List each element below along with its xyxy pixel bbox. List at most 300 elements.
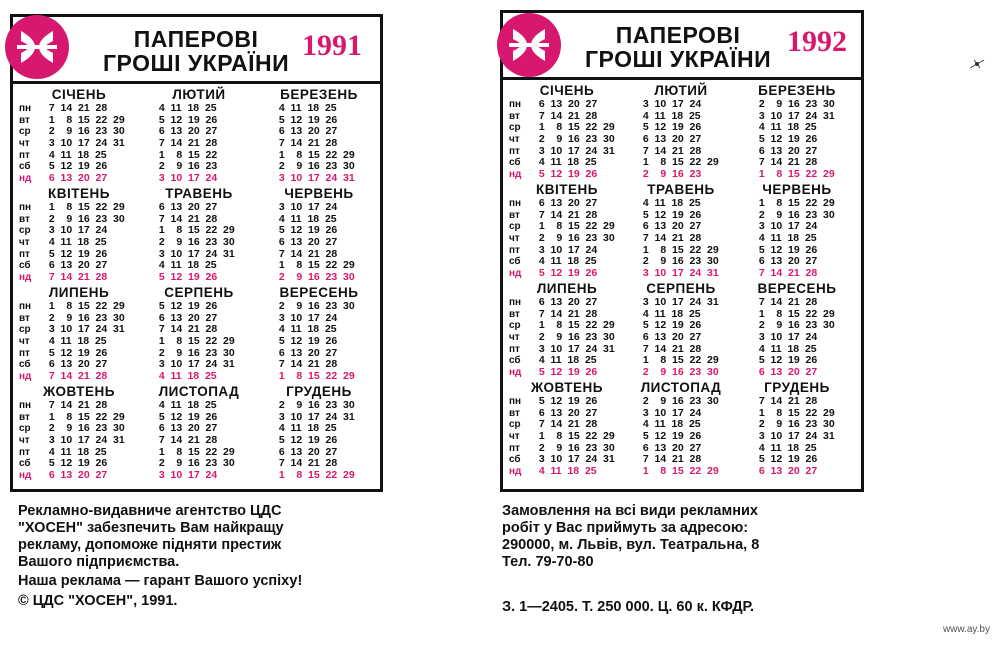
- day-numbers: 7 14 21 28: [753, 267, 818, 280]
- week-row: [509, 169, 625, 181]
- week-row: [509, 466, 625, 478]
- day-numbers: 5 12 19 26: [637, 208, 702, 221]
- day-numbers: 4 11 18 25: [43, 445, 107, 458]
- footer-line: Замовлення на всі види рекламних: [502, 503, 758, 519]
- day-numbers: 4 11 18 25: [273, 102, 337, 114]
- day-numbers: 5 12 19 26: [43, 247, 108, 260]
- month-name: ВЕРЕСЕНЬ: [279, 285, 359, 300]
- day-numbers: 5 12 19 26: [637, 319, 702, 332]
- month-block: [19, 186, 139, 284]
- week-row: [739, 233, 855, 245]
- footer-text: [502, 503, 882, 616]
- day-numbers: 2 9 16 23 30: [43, 125, 125, 138]
- day-label: вт: [509, 209, 520, 221]
- day-numbers: 5 12 19 26: [533, 395, 598, 407]
- week-row: [139, 371, 259, 383]
- day-label: пн: [19, 301, 32, 312]
- week-row: [19, 173, 139, 185]
- day-label: нд: [19, 272, 32, 284]
- day-numbers: 7 14 21 28: [753, 296, 818, 308]
- month-name: КВІТЕНЬ: [536, 182, 598, 197]
- month-block: [623, 182, 739, 280]
- day-label: сб: [19, 260, 31, 272]
- footer-line: робіт у Вас приймуть за адресою:: [502, 520, 749, 536]
- day-numbers: 2 9 16 23 30: [533, 331, 615, 344]
- day-numbers: 6 13 20 27: [753, 144, 818, 157]
- calendar-frame: [500, 10, 864, 492]
- month-name: ЛИПЕНЬ: [48, 285, 110, 300]
- day-numbers: 5 12 19 26: [533, 267, 598, 280]
- month-name: СІЧЕНЬ: [51, 87, 107, 102]
- week-row: [623, 268, 739, 280]
- day-numbers: 6 13 20 27: [753, 255, 818, 268]
- day-numbers: 5 12 19 26: [533, 168, 598, 181]
- day-label: чт: [509, 332, 520, 344]
- day-numbers: 2 9 16 23 30: [533, 232, 615, 245]
- day-numbers: 1 8 15 22 29: [43, 410, 125, 423]
- day-numbers: 3 10 17 24 31: [533, 144, 615, 157]
- week-row: [739, 99, 855, 111]
- day-numbers: 3 10 17 24 31: [753, 430, 835, 443]
- day-numbers: 5 12 19 26: [153, 113, 218, 126]
- month-name: СЕРПЕНЬ: [164, 285, 234, 300]
- day-label: чт: [509, 233, 520, 245]
- month-name: ЧЕРВЕНЬ: [284, 186, 354, 201]
- footer-line: 290000, м. Львів, вул. Театральна, 8: [502, 537, 760, 553]
- footer-line: Рекламно-видавниче агентство ЦДС: [18, 503, 282, 519]
- week-row: [19, 435, 139, 447]
- month-block: [139, 285, 259, 383]
- week-row: [139, 173, 259, 185]
- month-name: СЕРПЕНЬ: [646, 281, 716, 296]
- day-numbers: 2 9 16 23 30: [273, 300, 355, 312]
- day-numbers: 3 10 17 24 31: [753, 109, 835, 122]
- day-numbers: 5 12 19 26: [273, 335, 338, 348]
- day-numbers: 4 11 18 25: [153, 399, 217, 411]
- day-numbers: 4 11 18 25: [637, 418, 701, 431]
- week-row: [259, 138, 379, 150]
- day-label: пт: [509, 343, 520, 355]
- month-name: БЕРЕЗЕНЬ: [758, 83, 836, 98]
- day-numbers: 2 9 16 23 30: [153, 457, 235, 470]
- week-row: [509, 297, 625, 309]
- day-label: чт: [509, 431, 520, 443]
- day-numbers: 6 13 20 27: [43, 172, 108, 185]
- year-label: 1992: [787, 25, 847, 58]
- week-row: [623, 431, 739, 443]
- day-numbers: 7 14 21 28: [753, 395, 818, 407]
- week-row: [259, 272, 379, 284]
- day-numbers: 7 14 21 28: [153, 434, 218, 447]
- week-row: [259, 470, 379, 482]
- month-name: ЛИСТОПАД: [158, 384, 240, 399]
- day-numbers: 2 9 16 23 30: [533, 441, 615, 454]
- day-numbers: 4 11 18 25: [637, 197, 701, 209]
- day-label: пт: [509, 145, 520, 157]
- day-label: пн: [19, 202, 32, 213]
- day-label: вт: [19, 411, 30, 423]
- header-title: [103, 27, 289, 75]
- week-row: [139, 301, 259, 313]
- day-numbers: 2 9 16 23 30: [273, 160, 355, 173]
- month-block: [739, 281, 855, 379]
- footer-text: [18, 503, 388, 610]
- day-numbers: 7 14 21 28: [153, 323, 218, 336]
- copyright: © ЦДС "ХОСЕН", 1991.: [18, 593, 178, 609]
- day-label: ср: [509, 320, 521, 332]
- day-numbers: 7 14 21 28: [533, 109, 598, 122]
- month-block: [259, 186, 379, 284]
- day-numbers: 3 10 17 24 31: [153, 358, 235, 371]
- week-row: [19, 202, 139, 214]
- day-numbers: 7 14 21 28: [637, 342, 702, 355]
- day-label: чт: [509, 134, 520, 146]
- day-numbers: 6 13 20 27: [637, 441, 702, 454]
- footer-line: Вашого підприємства.: [18, 554, 180, 570]
- day-numbers: 6 13 20 27: [153, 311, 218, 324]
- day-numbers: 4 11 18 25: [273, 323, 337, 336]
- day-numbers: 6 13 20 27: [533, 296, 598, 308]
- day-numbers: 7 14 21 28: [153, 137, 218, 150]
- day-label: пт: [509, 442, 520, 454]
- year-label: 1991: [302, 29, 362, 62]
- month-name: ГРУДЕНЬ: [764, 380, 830, 395]
- day-numbers: 2 9 16 23: [153, 160, 218, 173]
- day-numbers: 2 9 16 23 30: [753, 208, 835, 221]
- day-numbers: 5 12 19 26: [153, 271, 218, 284]
- day-numbers: 1 8 15 22 29: [753, 307, 835, 320]
- day-label: пн: [509, 297, 522, 308]
- day-numbers: 7 14 21 28: [273, 358, 338, 371]
- day-numbers: 3 10 17 24 31: [43, 323, 125, 336]
- week-row: [623, 297, 739, 309]
- month-block: [139, 87, 259, 185]
- day-numbers: 5 12 19 26: [637, 430, 702, 443]
- header-title-line2: ГРОШІ УКРАЇНИ: [585, 46, 772, 72]
- month-name: ЧЕРВЕНЬ: [762, 182, 832, 197]
- week-row: [259, 301, 379, 313]
- day-label: пн: [509, 198, 522, 209]
- day-numbers: 1 8 15 22 29: [533, 430, 615, 443]
- day-label: нд: [19, 173, 32, 185]
- print-info: З. 1—2405. Т. 250 000. Ц. 60 к. КФДР.: [502, 599, 755, 615]
- day-numbers: 3 10 17 24: [637, 98, 702, 110]
- day-numbers: 6 13 20 27: [637, 133, 702, 146]
- day-numbers: 4 11 18 25: [153, 259, 217, 272]
- day-numbers: 7 14 21 28: [43, 102, 108, 114]
- day-numbers: 3 10 17 24: [153, 172, 218, 185]
- day-numbers: 5 12 19 26: [753, 354, 818, 367]
- day-numbers: 4 11 18 25: [533, 255, 597, 268]
- day-label: ср: [19, 324, 31, 336]
- day-label: ср: [509, 221, 521, 233]
- day-numbers: 3 10 17 24 31: [43, 137, 125, 150]
- day-numbers: 2 9 16 23 30: [753, 98, 835, 110]
- day-numbers: 5 12 19 26: [753, 133, 818, 146]
- day-numbers: 3 10 17 24 31: [637, 267, 719, 280]
- month-block: [259, 285, 379, 383]
- day-numbers: 7 14 21 28: [273, 137, 338, 150]
- day-numbers: 4 11 18 25: [637, 307, 701, 320]
- day-numbers: 6 13 20 27: [43, 469, 108, 482]
- day-numbers: 2 9 16 23 30: [153, 346, 235, 359]
- day-numbers: 1 8 15 22 29: [43, 113, 125, 126]
- week-row: [739, 396, 855, 408]
- month-name: ЖОВТЕНЬ: [531, 380, 603, 395]
- day-numbers: 2 9 16 23 30: [637, 366, 719, 379]
- day-numbers: 7 14 21 28: [637, 453, 702, 466]
- week-row: [259, 173, 379, 185]
- week-row: [139, 237, 259, 249]
- week-row: [139, 138, 259, 150]
- day-numbers: 5 12 19 26: [753, 243, 818, 256]
- day-numbers: 3 10 17 24 31: [43, 434, 125, 447]
- week-row: [739, 332, 855, 344]
- week-row: [259, 237, 379, 249]
- day-numbers: 4 11 18 25: [43, 335, 107, 348]
- day-numbers: 4 11 18 25: [637, 109, 701, 122]
- day-numbers: 2 9 16 23: [637, 168, 702, 181]
- day-numbers: 6 13 20 27: [533, 98, 598, 110]
- day-numbers: 3 10 17 24: [273, 311, 338, 324]
- week-row: [139, 202, 259, 214]
- day-numbers: 5 12 19 26: [533, 366, 598, 379]
- day-numbers: 3 10 17 24 31: [533, 342, 615, 355]
- day-numbers: 4 11 18 25: [153, 102, 217, 114]
- footer-line: "ХОСЕН" забезпечить Вам найкращу: [18, 520, 284, 536]
- day-numbers: 1 8 15 22 29: [533, 121, 615, 134]
- day-numbers: 3 10 17 24: [153, 469, 218, 482]
- day-numbers: 4 11 18 25: [533, 354, 597, 367]
- day-numbers: 1 8 15 22 29: [273, 469, 355, 482]
- month-name: ЖОВТЕНЬ: [43, 384, 115, 399]
- week-row: [259, 103, 379, 115]
- week-row: [509, 134, 625, 146]
- day-numbers: 1 8 15 22 29: [153, 335, 235, 348]
- day-label: пт: [19, 149, 30, 161]
- day-label: ср: [19, 126, 31, 138]
- day-numbers: 3 10 17 24 31: [637, 296, 719, 308]
- day-numbers: 6 13 20 27: [43, 358, 108, 371]
- day-numbers: 7 14 21 28: [533, 208, 598, 221]
- week-row: [739, 198, 855, 210]
- week-row: [139, 336, 259, 348]
- week-row: [739, 431, 855, 443]
- calendar-card-1992: [490, 0, 930, 647]
- month-block: [739, 380, 855, 478]
- week-row: [509, 431, 625, 443]
- week-row: [509, 367, 625, 379]
- day-numbers: 1 8 15 22 29: [533, 319, 615, 332]
- day-numbers: 1 8 15 22 29: [43, 201, 125, 213]
- day-numbers: 7 14 21 28: [637, 144, 702, 157]
- day-numbers: 5 12 19 26: [43, 346, 108, 359]
- week-row: [19, 336, 139, 348]
- footer-line: рекламу, допоможе підняти престиж: [18, 537, 282, 553]
- day-numbers: 4 11 18 25: [153, 370, 217, 383]
- week-row: [139, 272, 259, 284]
- day-numbers: 2 9 16 23 30: [43, 212, 125, 225]
- header-title-line1: ПАПЕРОВІ: [615, 22, 741, 48]
- month-name: ЛИПЕНЬ: [536, 281, 598, 296]
- day-numbers: 1 8 15 22 29: [753, 168, 835, 181]
- week-row: [259, 400, 379, 412]
- day-label: сб: [19, 161, 31, 173]
- day-numbers: 3 10 17 24: [43, 224, 108, 237]
- month-block: [623, 380, 739, 478]
- day-label: пн: [509, 99, 522, 110]
- week-row: [139, 400, 259, 412]
- day-numbers: 3 10 17 24: [753, 220, 818, 233]
- day-numbers: 5 12 19 26: [273, 224, 338, 237]
- calendar-card-1991: [0, 0, 490, 647]
- day-label: нд: [19, 371, 32, 383]
- day-numbers: 5 12 19 26: [153, 410, 218, 423]
- day-numbers: 3 10 17 24 31: [533, 453, 615, 466]
- day-numbers: 4 11 18 25: [43, 148, 107, 161]
- day-label: пн: [509, 396, 522, 407]
- day-numbers: 4 11 18 25: [273, 422, 337, 435]
- months-grid: [13, 87, 380, 489]
- month-name: ТРАВЕНЬ: [165, 186, 233, 201]
- day-numbers: 6 13 20 27: [153, 201, 218, 213]
- week-row: [623, 332, 739, 344]
- day-numbers: 5 12 19 26: [43, 160, 108, 173]
- day-label: ср: [19, 225, 31, 237]
- day-label: чт: [19, 138, 30, 150]
- day-numbers: 1 8 15 22 29: [637, 243, 719, 256]
- day-numbers: 7 14 21 28: [533, 418, 598, 431]
- day-label: вт: [509, 110, 520, 122]
- logo-icon: [5, 15, 69, 79]
- month-block: [139, 186, 259, 284]
- month-block: [139, 384, 259, 482]
- week-row: [19, 470, 139, 482]
- week-row: [139, 103, 259, 115]
- day-label: сб: [509, 256, 521, 268]
- month-name: КВІТЕНЬ: [48, 186, 110, 201]
- day-label: вт: [19, 114, 30, 126]
- day-numbers: 3 10 17 24 31: [153, 247, 235, 260]
- day-numbers: 1 8 15 22 29: [273, 370, 355, 383]
- month-name: ВЕРЕСЕНЬ: [757, 281, 837, 296]
- day-label: нд: [509, 268, 522, 280]
- day-numbers: 6 13 20 27: [273, 236, 338, 249]
- month-name: ЛЮТИЙ: [172, 87, 226, 102]
- week-row: [623, 134, 739, 146]
- day-label: чт: [19, 237, 30, 249]
- month-name: ТРАВЕНЬ: [647, 182, 715, 197]
- day-numbers: 5 12 19 26: [273, 434, 338, 447]
- day-numbers: 4 11 18 25: [533, 156, 597, 169]
- logo-icon: [497, 13, 561, 77]
- day-label: чт: [19, 435, 30, 447]
- week-row: [623, 198, 739, 210]
- month-name: ГРУДЕНЬ: [286, 384, 352, 399]
- day-numbers: 7 14 21 28: [43, 399, 108, 411]
- day-label: пт: [19, 248, 30, 260]
- week-row: [259, 336, 379, 348]
- day-numbers: 2 9 16 23 30: [273, 399, 355, 411]
- day-numbers: 4 11 18 25: [753, 342, 817, 355]
- day-numbers: 6 13 20 27: [753, 465, 818, 478]
- month-block: [739, 83, 855, 181]
- day-numbers: 7 14 21 28: [637, 232, 702, 245]
- speck-icon: [968, 58, 986, 70]
- day-numbers: 5 12 19 26: [43, 457, 108, 470]
- week-row: [259, 202, 379, 214]
- week-row: [509, 198, 625, 210]
- day-numbers: 2 9 16 23 30: [753, 319, 835, 332]
- week-row: [739, 466, 855, 478]
- week-row: [139, 435, 259, 447]
- day-numbers: 5 12 19 26: [153, 300, 218, 312]
- week-row: [509, 396, 625, 408]
- week-row: [623, 99, 739, 111]
- month-block: [509, 182, 625, 280]
- week-row: [19, 272, 139, 284]
- day-numbers: 4 11 18 25: [273, 212, 337, 225]
- day-numbers: 2 9 16 23 30: [273, 271, 355, 284]
- week-row: [739, 297, 855, 309]
- day-label: пт: [19, 347, 30, 359]
- day-numbers: 7 14 21 28: [753, 156, 818, 169]
- day-numbers: 2 9 16 23 30: [637, 395, 719, 407]
- week-row: [19, 237, 139, 249]
- week-row: [509, 99, 625, 111]
- day-numbers: 2 9 16 23 30: [637, 255, 719, 268]
- day-numbers: 4 11 18 25: [43, 236, 107, 249]
- day-label: нд: [19, 470, 32, 482]
- week-row: [623, 367, 739, 379]
- day-numbers: 4 11 18 25: [753, 232, 817, 245]
- header-title-line1: ПАПЕРОВІ: [133, 26, 259, 52]
- day-numbers: 2 9 16 23 30: [43, 422, 125, 435]
- day-label: ср: [19, 423, 31, 435]
- months-grid: [503, 83, 861, 489]
- month-name: БЕРЕЗЕНЬ: [280, 87, 358, 102]
- day-numbers: 5 12 19 26: [273, 113, 338, 126]
- day-numbers: 6 13 20 27: [637, 220, 702, 233]
- week-row: [19, 301, 139, 313]
- month-block: [509, 281, 625, 379]
- day-numbers: 7 14 21 28: [43, 370, 108, 383]
- day-label: сб: [509, 454, 521, 466]
- day-label: нд: [509, 466, 522, 478]
- month-name: ЛИСТОПАД: [640, 380, 722, 395]
- month-block: [739, 182, 855, 280]
- day-numbers: 1 8 15 22 29: [153, 445, 235, 458]
- day-label: пт: [19, 446, 30, 458]
- day-numbers: 1 8 15 22 29: [753, 406, 835, 419]
- day-numbers: 7 14 21 28: [533, 307, 598, 320]
- day-numbers: 1 8 15 22 29: [273, 148, 355, 161]
- month-block: [19, 384, 139, 482]
- day-numbers: 1 8 15 22 29: [637, 465, 719, 478]
- day-numbers: 1 8 15 22 29: [43, 300, 125, 312]
- month-block: [19, 87, 139, 185]
- month-block: [509, 380, 625, 478]
- month-name: СІЧЕНЬ: [539, 83, 595, 98]
- day-numbers: 1 8 15 22 29: [153, 224, 235, 237]
- day-numbers: 2 9 16 23 30: [153, 236, 235, 249]
- day-label: вт: [19, 312, 30, 324]
- week-row: [509, 233, 625, 245]
- day-numbers: 6 13 20 27: [153, 422, 218, 435]
- month-name: ЛЮТИЙ: [654, 83, 708, 98]
- week-row: [19, 371, 139, 383]
- week-row: [739, 367, 855, 379]
